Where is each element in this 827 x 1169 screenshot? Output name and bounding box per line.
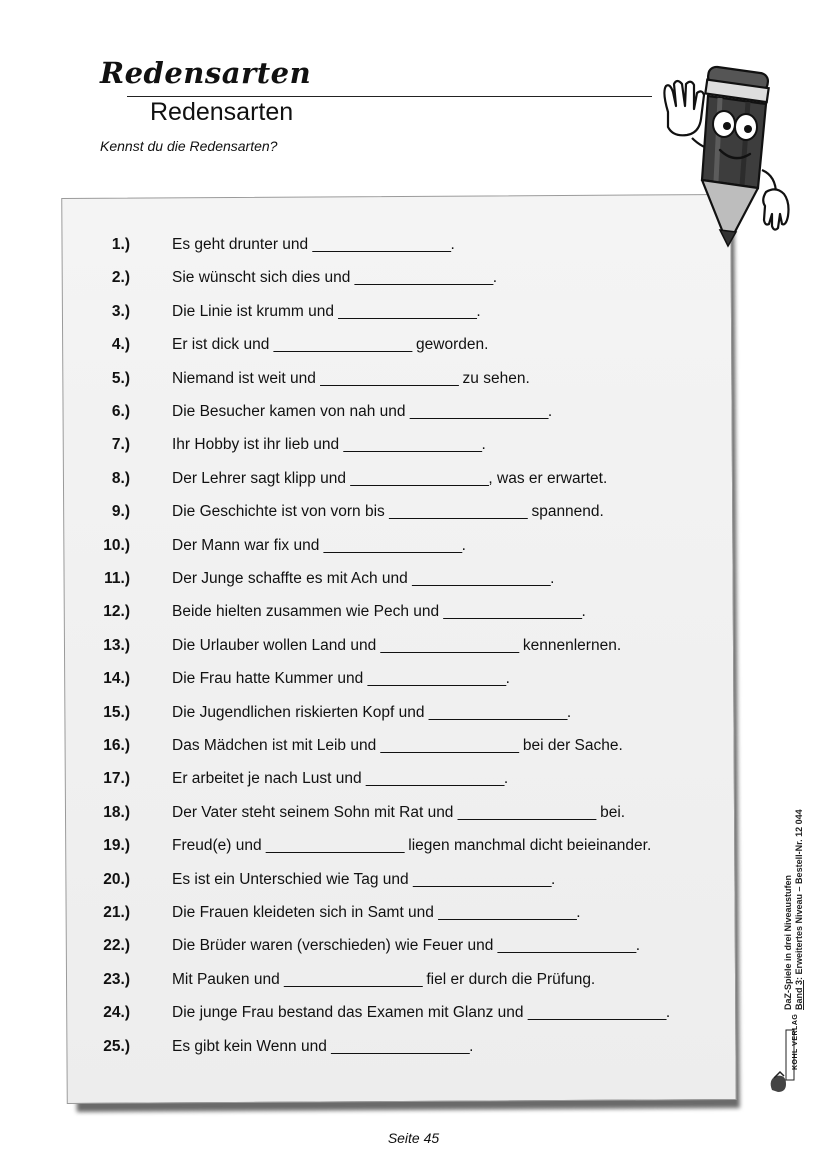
sentence-start: Er arbeitet je nach Lust und (172, 770, 366, 788)
sentence-end: . (481, 436, 486, 454)
sentence-start: Mit Pauken und (172, 970, 285, 988)
sentence-end: spannend. (527, 503, 604, 521)
exercise-row (0, 502, 760, 522)
exercise-row (0, 636, 760, 656)
exercise-sentence (172, 335, 488, 355)
exercise-row (0, 469, 760, 489)
exercise-row (0, 903, 760, 923)
pencil-body (702, 66, 769, 246)
sentence-start: Beide hielten zusammen wie Pech und (172, 603, 444, 621)
sentence-start: Er ist dick und (172, 336, 274, 354)
exercise-number: 16.) (103, 737, 130, 754)
answer-blank[interactable]: _________________ (380, 737, 519, 754)
exercise-sentence (172, 602, 586, 622)
sentence-end: . (576, 904, 581, 921)
script-title: Redensarten (100, 56, 312, 90)
sentence-start: Die Frau hatte Kummer und (172, 670, 368, 688)
answer-blank[interactable]: _________________ (343, 436, 482, 454)
sentence-end: bei der Sache. (518, 737, 623, 754)
sentence-end: bei. (595, 803, 626, 821)
sentence-start: Freud(e) und (172, 837, 266, 855)
exercise-row (0, 569, 760, 589)
exercise-sentence (172, 268, 497, 288)
exercise-number: 24.) (103, 1004, 130, 1022)
sentence-start: Die Urlauber wollen Land und (172, 636, 381, 654)
exercise-row (0, 602, 760, 622)
exercise-number: 2.) (111, 269, 130, 287)
answer-blank[interactable]: _________________ (497, 937, 636, 955)
answer-blank[interactable]: _________________ (338, 302, 477, 320)
publisher-sidebar-text (783, 760, 805, 1010)
exercise-row (0, 369, 760, 389)
answer-blank[interactable]: _________________ (323, 536, 462, 554)
sentence-end: . (476, 302, 481, 320)
exercise-number: 12.) (103, 603, 130, 621)
publisher-logo-text: KOHL VERLAG (792, 1013, 799, 1070)
sentence-start: Es geht drunter und (172, 236, 313, 253)
exercise-row (0, 235, 760, 255)
exercise-number: 20.) (103, 870, 130, 888)
exercise-sentence (172, 1003, 670, 1023)
sentence-end: . (550, 570, 555, 587)
exercise-sentence (172, 870, 555, 890)
exercise-number: 1.) (111, 236, 130, 253)
answer-blank[interactable]: _________________ (412, 870, 552, 888)
answer-blank[interactable]: _________________ (443, 603, 582, 621)
sentence-end: . (492, 269, 498, 287)
exercise-number: 4.) (111, 336, 130, 354)
sentence-start: Die Linie ist krumm und (172, 302, 339, 320)
answer-blank[interactable]: _________________ (331, 1037, 470, 1055)
answer-blank[interactable]: _________________ (350, 469, 489, 487)
sentence-start: Der Vater steht seinem Sohn mit Rat und (172, 803, 458, 821)
sentence-start: Der Mann war fix und (172, 536, 324, 554)
sentence-start: Die Besucher kamen von nah und (172, 403, 410, 420)
exercise-number: 3.) (111, 302, 130, 320)
page-title: Redensarten (150, 98, 294, 126)
exercise-sentence (172, 369, 530, 389)
answer-blank[interactable]: _________________ (409, 403, 548, 420)
sentence-start: Es gibt kein Wenn und (172, 1037, 332, 1055)
exercise-row (0, 335, 760, 355)
answer-blank[interactable]: _________________ (438, 904, 577, 921)
exercise-number: 17.) (103, 770, 130, 788)
exercise-row (0, 769, 760, 789)
exercise-row (0, 803, 760, 823)
answer-blank[interactable]: _________________ (320, 369, 459, 387)
exercise-row (0, 1037, 760, 1057)
exercise-number: 10.) (103, 536, 130, 554)
series-title: DaZ-Spiele in drei Niveaustufen (783, 874, 793, 1010)
sentence-end: . (461, 536, 466, 554)
sentence-end: . (505, 670, 510, 688)
exercise-number: 7.) (111, 436, 130, 454)
sentence-start: Die Brüder waren (verschieden) wie Feuer und (172, 937, 498, 955)
sentence-end: . (547, 403, 553, 420)
sentence-start: Es ist ein Unterschied wie Tag und (172, 870, 413, 888)
exercise-row (0, 970, 760, 990)
exercise-row (0, 1003, 760, 1023)
exercise-number: 21.) (103, 904, 130, 921)
exercise-sentence (172, 703, 571, 723)
exercise-sentence (172, 469, 607, 489)
exercise-sentence (172, 736, 623, 756)
answer-blank[interactable]: _________________ (354, 269, 493, 287)
exercise-sentence (172, 903, 581, 923)
exercise-sentence (172, 769, 508, 789)
sentence-end: zu sehen. (458, 369, 530, 387)
exercise-row (0, 268, 760, 288)
exercise-sentence (172, 536, 466, 556)
sentence-start: Das Mädchen ist mit Leib und (172, 737, 381, 754)
exercise-sentence (172, 669, 510, 689)
exercise-sentence (172, 970, 595, 990)
exercise-row (0, 870, 760, 890)
band-info (794, 760, 805, 1010)
answer-blank[interactable]: _________________ (412, 570, 551, 587)
pointing-hand-icon (762, 170, 789, 230)
exercise-row (0, 836, 760, 856)
sentence-start: Die Frauen kleideten sich in Samt und (172, 904, 439, 921)
exercise-number: 8.) (111, 469, 130, 487)
exercise-row (0, 302, 760, 322)
answer-blank[interactable]: _________________ (367, 670, 506, 688)
exercise-sentence (172, 435, 486, 455)
sentence-end: . (551, 870, 556, 888)
sentence-end: geworden. (411, 336, 489, 354)
sentence-start: Sie wünscht sich dies und (172, 269, 355, 287)
answer-blank[interactable]: _________________ (457, 803, 596, 821)
exercise-number: 22.) (103, 937, 130, 955)
exercise-number: 25.) (103, 1037, 130, 1055)
answer-blank[interactable]: _________________ (265, 837, 404, 855)
band-label: Band 3 (794, 979, 804, 1010)
sentence-end: . (469, 1037, 474, 1055)
answer-blank[interactable]: _________________ (527, 1004, 666, 1022)
exercise-number: 19.) (103, 837, 130, 855)
page-number: Seite 45 (387, 1130, 440, 1146)
sentence-end: . (566, 703, 572, 721)
exercise-sentence (172, 803, 625, 823)
exercise-row (0, 536, 760, 556)
sentence-start: Die junge Frau bestand das Examen mit Glanz und (172, 1004, 528, 1022)
exercise-number: 11.) (104, 570, 130, 587)
sentence-start: Die Jugendlichen riskierten Kopf und (172, 703, 429, 721)
sentence-end: kennenlernen. (518, 636, 622, 654)
exercise-row (0, 435, 760, 455)
sentence-start: Ihr Hobby ist ihr lieb und (172, 436, 344, 454)
exercise-number: 15.) (103, 703, 130, 721)
exercise-sentence (172, 569, 554, 589)
exercise-sentence (172, 235, 455, 255)
exercise-row (0, 402, 760, 422)
exercise-sentence (172, 402, 552, 422)
exercise-row (0, 736, 760, 756)
sentence-end: . (665, 1004, 671, 1022)
exercise-sentence (172, 302, 481, 322)
answer-blank[interactable]: _________________ (312, 236, 451, 253)
exercise-number: 23.) (103, 970, 130, 988)
exercise-number: 6.) (111, 403, 130, 420)
instruction-subtitle: Kennst du die Redensarten? (100, 138, 278, 154)
exercise-number: 9.) (111, 503, 130, 521)
exercise-row (0, 936, 760, 956)
sentence-end: . (635, 937, 641, 955)
sentence-start: Niemand ist weit und (172, 369, 321, 387)
exercise-number: 18.) (103, 803, 130, 821)
sentence-end: . (450, 236, 455, 253)
band-rest: : Erweitertes Niveau – Bestell-Nr. 12 044 (794, 809, 804, 980)
sentence-start: Die Geschichte ist von vorn bis (172, 503, 390, 521)
sentence-end: liegen manchmal dicht beieinander. (403, 837, 652, 855)
exercise-sentence (172, 502, 604, 522)
exercise-sentence (172, 936, 640, 956)
sentence-end: , was er erwartet. (488, 469, 608, 487)
exercise-sentence (172, 1037, 473, 1057)
exercise-number: 14.) (103, 670, 130, 688)
sentence-start: Der Junge schaffte es mit Ach und (172, 570, 413, 587)
exercise-number: 13.) (103, 636, 130, 654)
exercise-row (0, 669, 760, 689)
sentence-end: . (503, 770, 509, 788)
answer-blank[interactable]: _________________ (365, 770, 504, 788)
sentence-end: fiel er durch die Prüfung. (422, 970, 596, 988)
pencil-mascot-icon (648, 60, 796, 260)
answer-blank[interactable]: _________________ (380, 636, 519, 654)
answer-blank[interactable]: _________________ (389, 503, 528, 521)
answer-blank[interactable]: _________________ (428, 703, 567, 721)
exercise-sentence (172, 836, 651, 856)
exercise-number: 5.) (111, 369, 130, 387)
exercise-row (0, 703, 760, 723)
exercise-sentence (172, 636, 621, 656)
sentence-end: . (581, 603, 586, 621)
answer-blank[interactable]: _________________ (284, 970, 423, 988)
answer-blank[interactable]: _________________ (273, 336, 412, 354)
sentence-start: Der Lehrer sagt klipp und (172, 469, 351, 487)
